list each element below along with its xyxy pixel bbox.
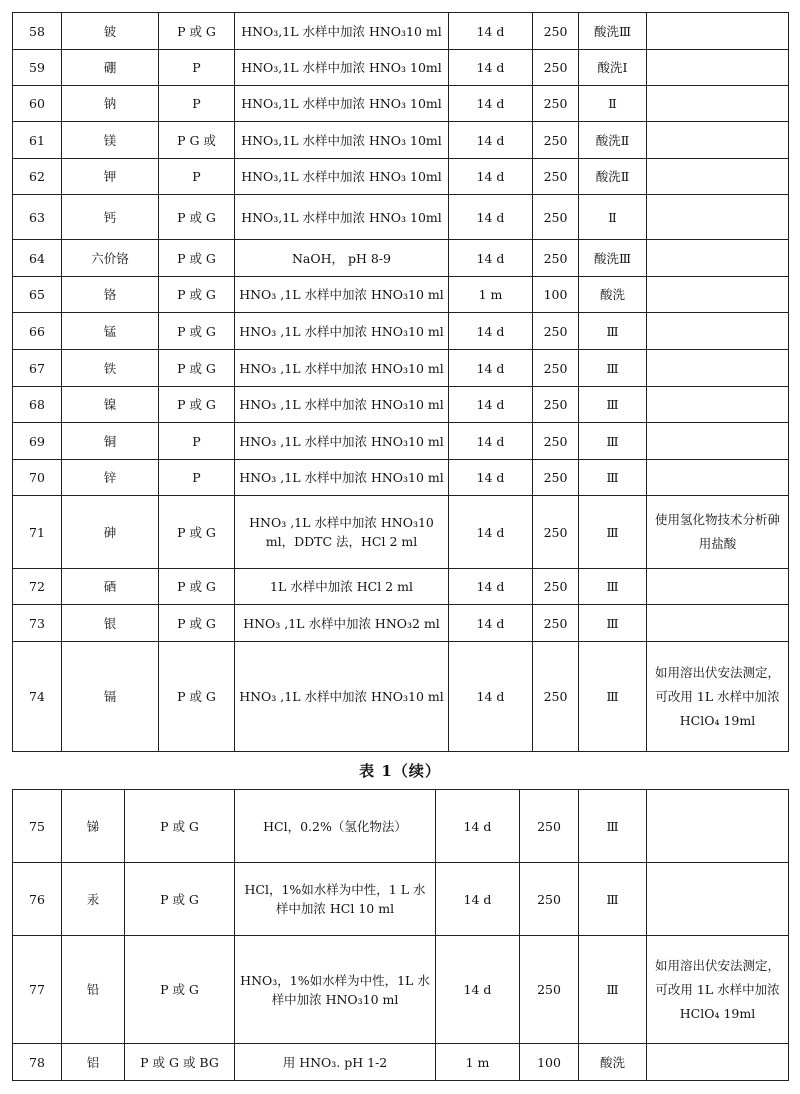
sample-volume: 250: [533, 50, 579, 86]
sample-volume: 250: [533, 423, 579, 460]
sample-volume: 250: [533, 496, 579, 569]
row-number: 60: [13, 86, 62, 122]
element-name: 钾: [62, 159, 159, 195]
table-row: [13, 387, 789, 423]
element-name: 铬: [62, 277, 159, 313]
row-number: 71: [13, 496, 62, 569]
row-number: 73: [13, 605, 62, 642]
element-name: 镍: [62, 387, 159, 423]
table-row: [13, 642, 789, 752]
table-row: [13, 50, 789, 86]
storage-period: 14 d: [449, 569, 533, 605]
remark: [647, 86, 789, 122]
container-type: P 或 G: [159, 313, 235, 350]
element-name: 钠: [62, 86, 159, 122]
preservative-method: HNO₃ ,1L 水样中加浓 HNO₃10 ml: [235, 277, 449, 313]
row-number: 75: [13, 790, 62, 863]
sample-volume: 250: [533, 642, 579, 752]
preservative-method: HNO₃,1L 水样中加浓 HNO₃10 ml: [235, 13, 449, 50]
sample-volume: 250: [533, 86, 579, 122]
remark: [647, 122, 789, 159]
preservative-method: HNO₃ ,1L 水样中加浓 HNO₃10 ml: [235, 313, 449, 350]
element-name: 硼: [62, 50, 159, 86]
row-number: 58: [13, 13, 62, 50]
element-name: 砷: [62, 496, 159, 569]
element-name: 铜: [62, 423, 159, 460]
remark: [647, 569, 789, 605]
sample-volume: 100: [520, 1044, 579, 1081]
row-number: 67: [13, 350, 62, 387]
element-name: 铍: [62, 13, 159, 50]
preservative-method: HNO₃,1L 水样中加浓 HNO₃ 10ml: [235, 122, 449, 159]
preservative-method: HNO₃ ,1L 水样中加浓 HNO₃10 ml，DDTC 法，HCl 2 ml: [235, 496, 449, 569]
element-name: 硒: [62, 569, 159, 605]
storage-period: 14 d: [436, 863, 520, 936]
wash-method: 酸洗Ⅰ: [579, 50, 647, 86]
preservative-method: HNO₃ ,1L 水样中加浓 HNO₃10 ml: [235, 387, 449, 423]
element-name: 镁: [62, 122, 159, 159]
remark: [647, 423, 789, 460]
sample-volume: 250: [520, 936, 579, 1044]
table-row: [13, 195, 789, 240]
row-number: 76: [13, 863, 62, 936]
wash-method: Ⅲ: [579, 642, 647, 752]
preservative-method: HNO₃ ,1L 水样中加浓 HNO₃10 ml: [235, 642, 449, 752]
element-name: 六价铬: [62, 240, 159, 277]
element-name: 银: [62, 605, 159, 642]
container-type: P: [159, 423, 235, 460]
preservative-method: HNO₃,1L 水样中加浓 HNO₃ 10ml: [235, 86, 449, 122]
wash-method: Ⅲ: [579, 790, 647, 863]
container-type: P 或 G: [159, 569, 235, 605]
row-number: 63: [13, 195, 62, 240]
container-type: P 或 G: [159, 605, 235, 642]
storage-period: 14 d: [449, 642, 533, 752]
wash-method: Ⅲ: [579, 387, 647, 423]
container-type: P 或 G: [159, 642, 235, 752]
table-row: [13, 86, 789, 122]
storage-period: 14 d: [436, 790, 520, 863]
container-type: P: [159, 86, 235, 122]
preservative-method: HNO₃ ,1L 水样中加浓 HNO₃10 ml: [235, 460, 449, 496]
remark: [647, 195, 789, 240]
remark: [647, 240, 789, 277]
table-row: [13, 313, 789, 350]
wash-method: Ⅲ: [579, 460, 647, 496]
storage-period: 14 d: [449, 350, 533, 387]
wash-method: 酸洗Ⅱ: [579, 122, 647, 159]
table-row: [13, 936, 789, 1044]
preservative-method: 1L 水样中加浓 HCl 2 ml: [235, 569, 449, 605]
remark: [647, 605, 789, 642]
wash-method: 酸洗: [579, 1044, 647, 1081]
preservative-method: 用 HNO₃. pH 1-2: [235, 1044, 436, 1081]
preservative-method: HCl，1%如水样为中性，1 L 水样中加浓 HCl 10 ml: [235, 863, 436, 936]
storage-period: 14 d: [436, 936, 520, 1044]
sample-volume: 250: [533, 350, 579, 387]
sample-volume: 250: [533, 195, 579, 240]
sample-volume: 250: [533, 569, 579, 605]
wash-method: Ⅱ: [579, 86, 647, 122]
remark: [647, 387, 789, 423]
element-name: 铅: [62, 936, 125, 1044]
element-name: 铝: [62, 1044, 125, 1081]
storage-period: 14 d: [449, 195, 533, 240]
storage-period: 14 d: [449, 605, 533, 642]
container-type: P 或 G: [159, 350, 235, 387]
sample-volume: 250: [533, 240, 579, 277]
wash-method: Ⅲ: [579, 569, 647, 605]
container-type: P: [159, 460, 235, 496]
sampling-table-part2: [12, 789, 789, 1081]
remark: [647, 863, 789, 936]
preservative-method: HNO₃,1L 水样中加浓 HNO₃ 10ml: [235, 195, 449, 240]
table-row: [13, 605, 789, 642]
row-number: 74: [13, 642, 62, 752]
container-type: P G 或: [159, 122, 235, 159]
element-name: 汞: [62, 863, 125, 936]
container-type: P 或 G 或 BG: [125, 1044, 235, 1081]
table-row: [13, 863, 789, 936]
container-type: P 或 G: [125, 790, 235, 863]
wash-method: Ⅱ: [579, 195, 647, 240]
sample-volume: 250: [533, 460, 579, 496]
element-name: 铁: [62, 350, 159, 387]
table-row: [13, 569, 789, 605]
storage-period: 14 d: [449, 86, 533, 122]
container-type: P 或 G: [159, 195, 235, 240]
row-number: 62: [13, 159, 62, 195]
storage-period: 14 d: [449, 423, 533, 460]
wash-method: Ⅲ: [579, 313, 647, 350]
container-type: P 或 G: [159, 13, 235, 50]
sample-volume: 250: [533, 387, 579, 423]
table-row: [13, 277, 789, 313]
row-number: 68: [13, 387, 62, 423]
container-type: P: [159, 159, 235, 195]
wash-method: 酸洗Ⅱ: [579, 159, 647, 195]
storage-period: 14 d: [449, 387, 533, 423]
sample-volume: 250: [520, 863, 579, 936]
storage-period: 1 m: [436, 1044, 520, 1081]
container-type: P 或 G: [125, 936, 235, 1044]
preservative-method: HNO₃，1%如水样为中性，1L 水样中加浓 HNO₃10 ml: [235, 936, 436, 1044]
row-number: 70: [13, 460, 62, 496]
sample-volume: 250: [533, 159, 579, 195]
row-number: 77: [13, 936, 62, 1044]
table-row: [13, 240, 789, 277]
preservative-method: HNO₃,1L 水样中加浓 HNO₃ 10ml: [235, 159, 449, 195]
table-row: [13, 496, 789, 569]
storage-period: 14 d: [449, 159, 533, 195]
table-row: [13, 13, 789, 50]
remark: 如用溶出伏安法测定，可改用 1L 水样中加浓 HClO₄ 19ml: [647, 936, 789, 1044]
table-row: [13, 790, 789, 863]
element-name: 锑: [62, 790, 125, 863]
table-caption: 表 1（续）: [359, 762, 441, 780]
container-type: P 或 G: [159, 277, 235, 313]
container-type: P 或 G: [125, 863, 235, 936]
wash-method: Ⅲ: [579, 423, 647, 460]
preservative-method: HNO₃ ,1L 水样中加浓 HNO₃10 ml: [235, 423, 449, 460]
storage-period: 14 d: [449, 496, 533, 569]
remark: 如用溶出伏安法测定，可改用 1L 水样中加浓 HClO₄ 19ml: [647, 642, 789, 752]
remark: [647, 790, 789, 863]
preservative-method: NaOH， pH 8-9: [235, 240, 449, 277]
container-type: P 或 G: [159, 496, 235, 569]
table-row: [13, 1044, 789, 1081]
container-type: P 或 G: [159, 240, 235, 277]
remark: [647, 50, 789, 86]
remark: [647, 350, 789, 387]
preservative-method: HCl，0.2%（氢化物法）: [235, 790, 436, 863]
wash-method: 酸洗Ⅲ: [579, 240, 647, 277]
wash-method: 酸洗Ⅲ: [579, 13, 647, 50]
sample-volume: 250: [533, 122, 579, 159]
element-name: 钙: [62, 195, 159, 240]
remark: [647, 1044, 789, 1081]
sample-volume: 100: [533, 277, 579, 313]
row-number: 65: [13, 277, 62, 313]
wash-method: Ⅲ: [579, 496, 647, 569]
wash-method: Ⅲ: [579, 350, 647, 387]
row-number: 69: [13, 423, 62, 460]
sample-volume: 250: [520, 790, 579, 863]
preservative-method: HNO₃ ,1L 水样中加浓 HNO₃10 ml: [235, 350, 449, 387]
element-name: 锰: [62, 313, 159, 350]
row-number: 66: [13, 313, 62, 350]
element-name: 锌: [62, 460, 159, 496]
remark: [647, 460, 789, 496]
wash-method: Ⅲ: [579, 936, 647, 1044]
remark: [647, 313, 789, 350]
table-row: [13, 159, 789, 195]
wash-method: Ⅲ: [579, 863, 647, 936]
table-row: [13, 423, 789, 460]
container-type: P 或 G: [159, 387, 235, 423]
sample-volume: 250: [533, 605, 579, 642]
table-row: [13, 350, 789, 387]
storage-period: 1 m: [449, 277, 533, 313]
table-row: [13, 122, 789, 159]
sample-volume: 250: [533, 13, 579, 50]
element-name: 镉: [62, 642, 159, 752]
wash-method: Ⅲ: [579, 605, 647, 642]
storage-period: 14 d: [449, 313, 533, 350]
storage-period: 14 d: [449, 240, 533, 277]
storage-period: 14 d: [449, 13, 533, 50]
container-type: P: [159, 50, 235, 86]
preservative-method: HNO₃ ,1L 水样中加浓 HNO₃2 ml: [235, 605, 449, 642]
sampling-table-part1: [12, 12, 789, 752]
row-number: 59: [13, 50, 62, 86]
storage-period: 14 d: [449, 122, 533, 159]
storage-period: 14 d: [449, 460, 533, 496]
table-row: [13, 460, 789, 496]
row-number: 78: [13, 1044, 62, 1081]
remark: [647, 277, 789, 313]
row-number: 72: [13, 569, 62, 605]
remark: [647, 13, 789, 50]
row-number: 64: [13, 240, 62, 277]
remark: 使用氢化物技术分析砷用盐酸: [647, 496, 789, 569]
remark: [647, 159, 789, 195]
row-number: 61: [13, 122, 62, 159]
wash-method: 酸洗: [579, 277, 647, 313]
sample-volume: 250: [533, 313, 579, 350]
preservative-method: HNO₃,1L 水样中加浓 HNO₃ 10ml: [235, 50, 449, 86]
storage-period: 14 d: [449, 50, 533, 86]
